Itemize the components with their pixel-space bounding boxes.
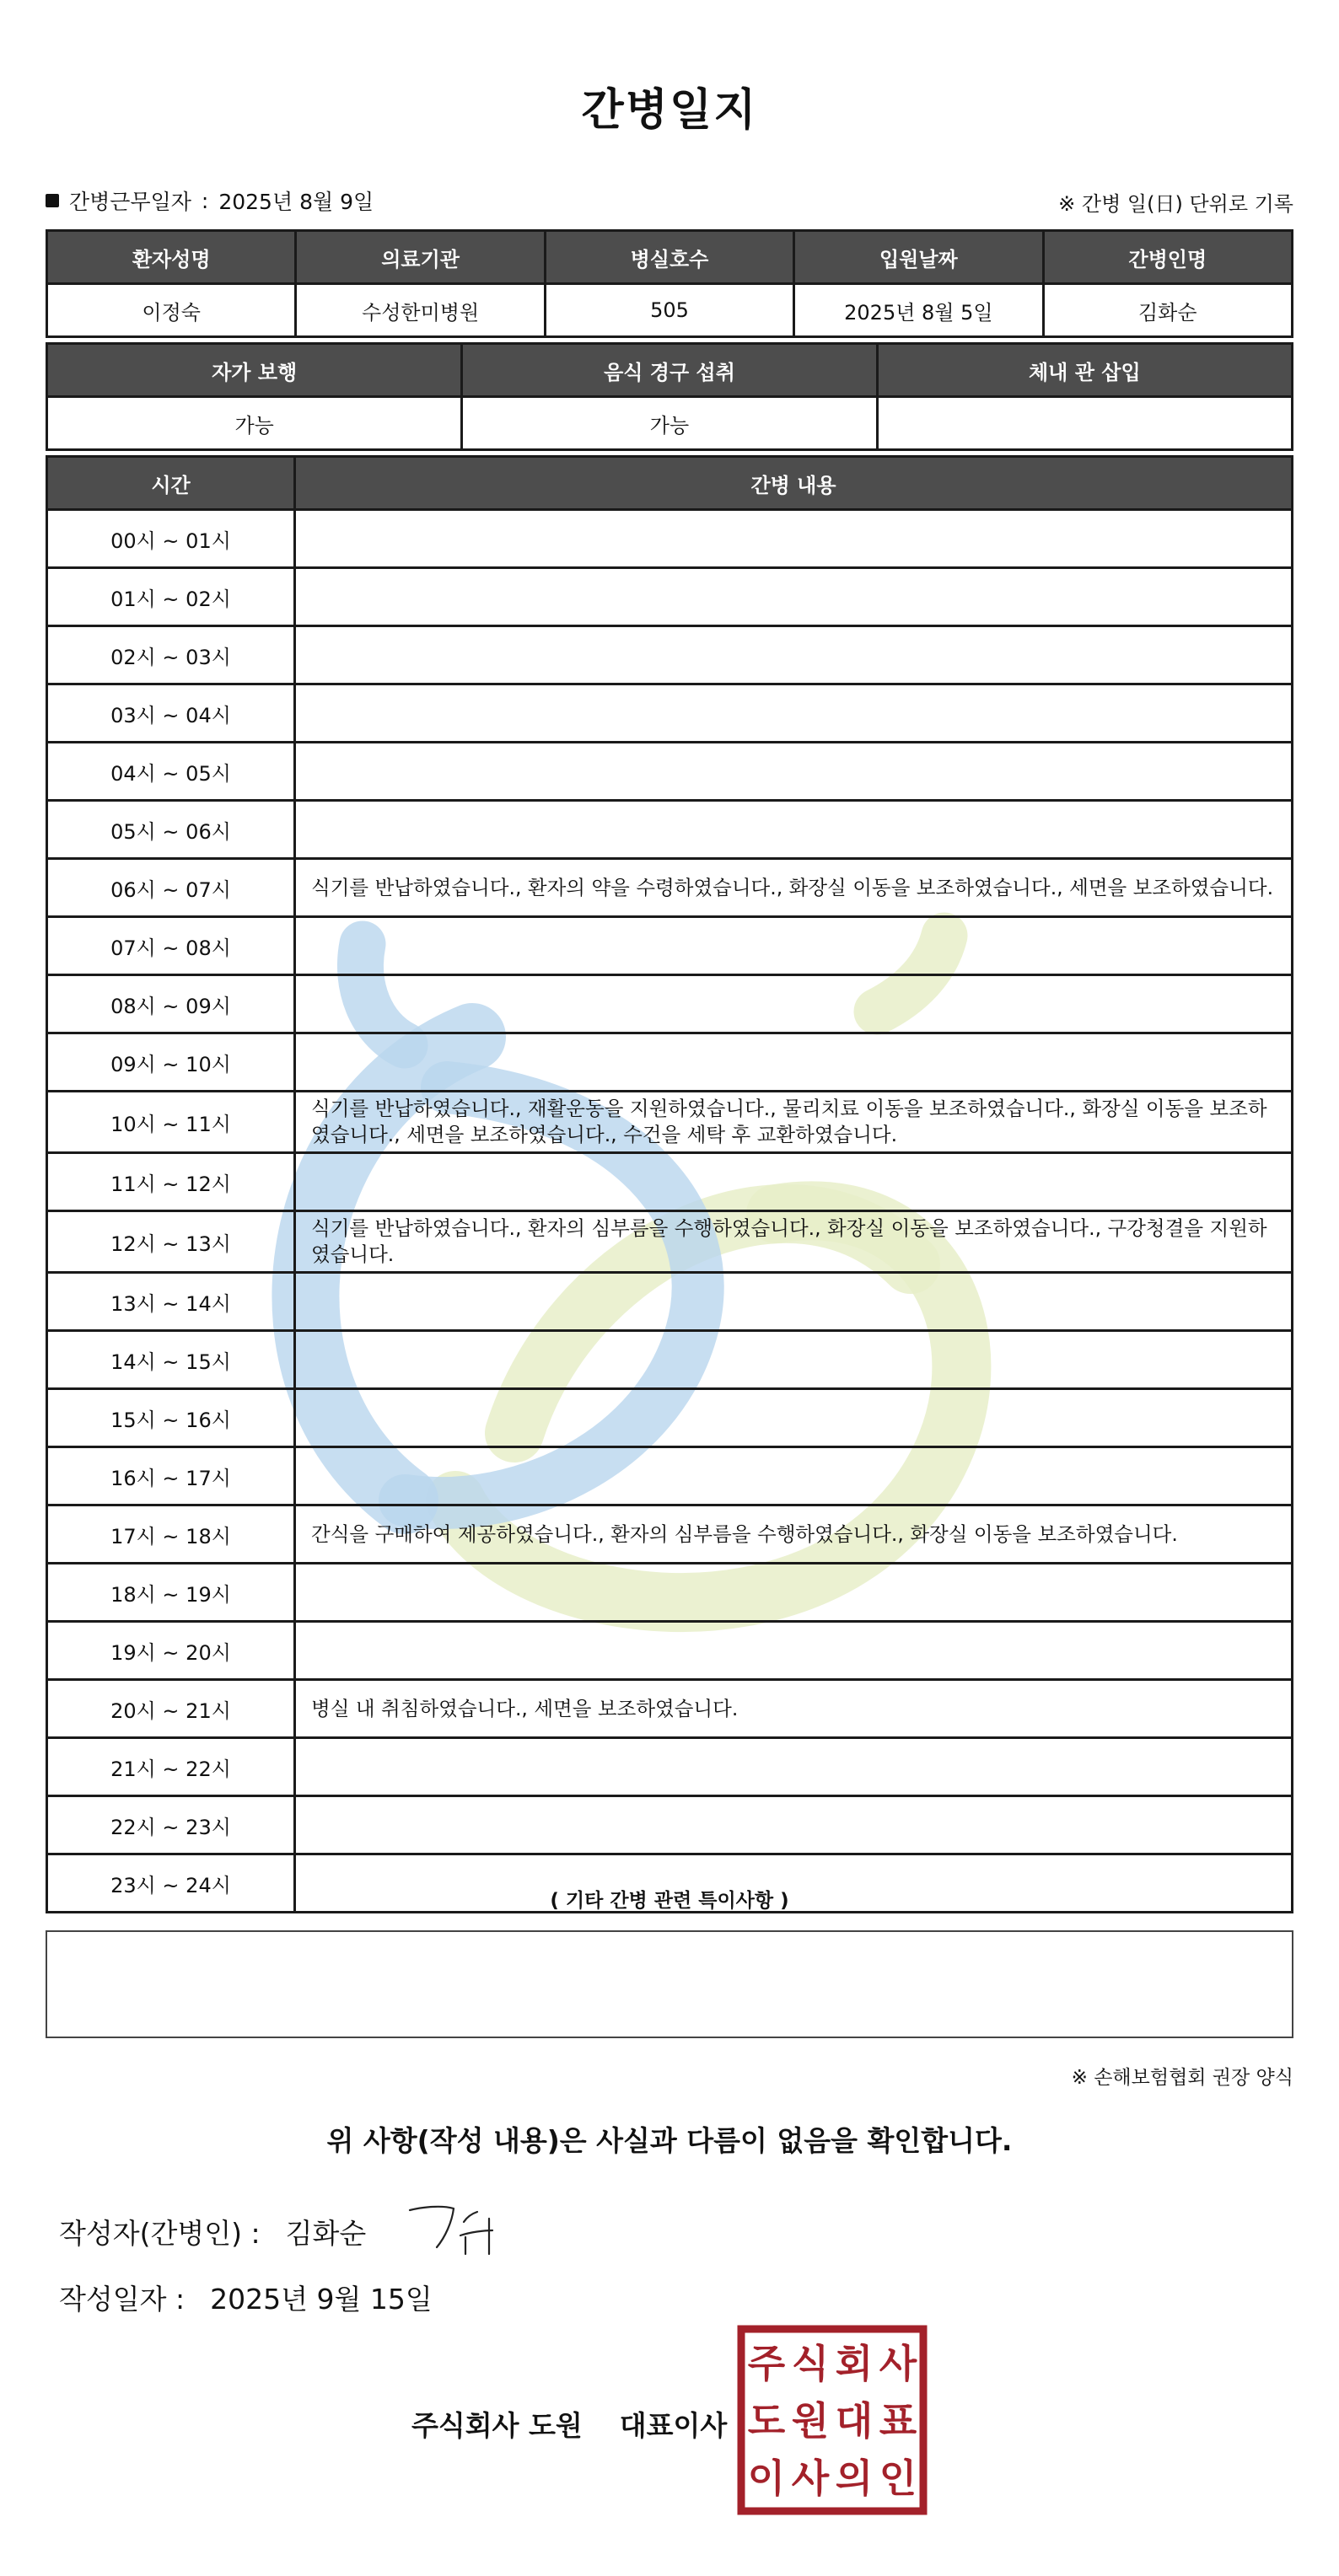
company-title: 대표이사	[619, 2409, 728, 2442]
log-content-cell	[295, 1447, 1293, 1505]
log-content-cell	[295, 626, 1293, 684]
seal-character: 회	[835, 2341, 874, 2386]
header-room-number: 병실호수	[545, 231, 793, 284]
seal-character: 원	[791, 2398, 830, 2444]
log-time-cell: 16시 ~ 17시	[47, 1447, 295, 1505]
log-time-cell: 07시 ~ 08시	[47, 917, 295, 975]
header-patient-name: 환자성명	[47, 231, 296, 284]
header-self-walking: 자가 보행	[47, 344, 462, 397]
patient-info-table	[46, 229, 1293, 338]
log-time-cell: 10시 ~ 11시	[47, 1092, 295, 1153]
log-content-cell: 식기를 반납하였습니다., 재활운동을 지원하였습니다., 물리치료 이동을 보조하였습니다., 화장실 이동을 보조하였습니다., 세면을 보조하였습니다., 수건을 세탁 후 교환하였습니다.	[295, 1092, 1293, 1153]
log-content-cell	[295, 1796, 1293, 1854]
admission-date: 2025년 8월 5일	[794, 284, 1043, 337]
hospital-name: 수성한미병원	[296, 284, 545, 337]
form-note: ※ 손해보험협회 권장 양식	[1071, 2067, 1293, 2089]
seal-character: 식	[791, 2341, 830, 2386]
table-row	[47, 975, 1293, 1033]
table-row	[47, 917, 1293, 975]
oral-intake-value: 가능	[462, 397, 877, 450]
log-content-cell: 식기를 반납하였습니다., 환자의 심부름을 수행하였습니다., 화장실 이동을 보조하였습니다., 구강청결을 지원하였습니다.	[295, 1211, 1293, 1273]
remarks-box	[46, 1930, 1293, 2038]
table-row	[47, 1092, 1293, 1153]
log-time-cell: 09시 ~ 10시	[47, 1033, 295, 1092]
written-date-label: 작성일자 :	[59, 2283, 186, 2316]
log-time-cell: 21시 ~ 22시	[47, 1738, 295, 1796]
table-row	[47, 1738, 1293, 1796]
table-row	[47, 684, 1293, 743]
log-time-cell: 11시 ~ 12시	[47, 1153, 295, 1211]
log-time-cell: 15시 ~ 16시	[47, 1389, 295, 1447]
header-caregiver-name: 간병인명	[1043, 231, 1292, 284]
header-care-content: 간병 내용	[295, 457, 1293, 510]
log-content-cell	[295, 1331, 1293, 1389]
log-content-cell: 병실 내 취침하였습니다., 세면을 보조하였습니다.	[295, 1680, 1293, 1738]
log-time-cell: 06시 ~ 07시	[47, 859, 295, 917]
handwritten-signature	[405, 2192, 523, 2259]
seal-character: 도	[747, 2398, 786, 2444]
work-date-value: 2025년 8월 9일	[218, 190, 374, 214]
log-time-cell: 12시 ~ 13시	[47, 1211, 295, 1273]
patient-name: 이정숙	[47, 284, 296, 337]
care-log-body	[47, 510, 1293, 1913]
tube-insertion-value	[877, 397, 1292, 450]
log-content-cell	[295, 1033, 1293, 1092]
log-time-cell: 18시 ~ 19시	[47, 1564, 295, 1622]
log-time-cell: 02시 ~ 03시	[47, 626, 295, 684]
header-oral-intake: 음식 경구 섭취	[462, 344, 877, 397]
table-row	[47, 1622, 1293, 1680]
log-content-cell	[295, 684, 1293, 743]
log-content-cell	[295, 1738, 1293, 1796]
table-row	[47, 1331, 1293, 1389]
table-row	[47, 1033, 1293, 1092]
log-time-cell: 19시 ~ 20시	[47, 1622, 295, 1680]
written-date-row	[59, 2278, 433, 2317]
care-log-table	[46, 455, 1293, 1913]
log-content-cell	[295, 975, 1293, 1033]
company-row	[411, 2404, 727, 2444]
log-content-cell	[295, 1564, 1293, 1622]
table-row	[47, 284, 1293, 337]
log-time-cell: 00시 ~ 01시	[47, 510, 295, 568]
log-content-cell	[295, 801, 1293, 859]
self-walking-value: 가능	[47, 397, 462, 450]
seal-character: 이	[747, 2455, 786, 2501]
log-content-cell	[295, 743, 1293, 801]
room-number: 505	[545, 284, 793, 337]
log-content-cell	[295, 1273, 1293, 1331]
log-time-cell: 01시 ~ 02시	[47, 568, 295, 626]
confirmation-statement: 위 사항(작성 내용)은 사실과 다름이 없음을 확인합니다.	[326, 2124, 1013, 2157]
log-time-cell: 05시 ~ 06시	[47, 801, 295, 859]
log-time-cell: 08시 ~ 09시	[47, 975, 295, 1033]
caregiver-name: 김화순	[1043, 284, 1292, 337]
table-row	[47, 397, 1293, 450]
seal-character: 표	[879, 2398, 917, 2444]
log-time-cell: 14시 ~ 15시	[47, 1331, 295, 1389]
seal-character: 사	[879, 2341, 917, 2386]
company-seal-stamp	[737, 2325, 928, 2515]
table-row	[47, 1564, 1293, 1622]
table-row	[47, 1211, 1293, 1273]
table-row	[47, 1505, 1293, 1564]
log-time-cell: 13시 ~ 14시	[47, 1273, 295, 1331]
document-title: 간병일지	[581, 85, 758, 136]
writer-label: 작성자(간병인) :	[59, 2217, 261, 2250]
log-time-cell: 17시 ~ 18시	[47, 1505, 295, 1564]
table-header-row	[47, 457, 1293, 510]
table-row	[47, 859, 1293, 917]
table-row	[47, 510, 1293, 568]
seal-character: 인	[879, 2455, 917, 2501]
written-date-value: 2025년 9월 15일	[210, 2283, 433, 2316]
company-name: 주식회사 도원	[411, 2409, 583, 2442]
log-content-cell	[295, 568, 1293, 626]
header-time: 시간	[47, 457, 295, 510]
table-row	[47, 1273, 1293, 1331]
log-time-cell: 03시 ~ 04시	[47, 684, 295, 743]
table-row	[47, 1153, 1293, 1211]
writer-row	[59, 2212, 366, 2251]
log-content-cell	[295, 1622, 1293, 1680]
log-content-cell	[295, 1153, 1293, 1211]
log-time-cell: 04시 ~ 05시	[47, 743, 295, 801]
log-time-cell: 20시 ~ 21시	[47, 1680, 295, 1738]
work-date-row	[46, 185, 374, 216]
seal-character: 주	[747, 2341, 786, 2386]
table-row	[47, 743, 1293, 801]
header-hospital: 의료기관	[296, 231, 545, 284]
log-content-cell: 간식을 구매하여 제공하였습니다., 환자의 심부름을 수행하였습니다., 화장실 이동을 보조하였습니다.	[295, 1505, 1293, 1564]
table-row	[47, 1796, 1293, 1854]
table-header-row	[47, 344, 1293, 397]
patient-status-table	[46, 342, 1293, 451]
table-row	[47, 626, 1293, 684]
header-admission-date: 입원날짜	[794, 231, 1043, 284]
square-bullet-icon	[46, 194, 59, 207]
log-content-cell	[295, 1389, 1293, 1447]
table-row	[47, 1680, 1293, 1738]
work-date-separator: :	[201, 188, 209, 213]
table-row	[47, 1447, 1293, 1505]
log-time-cell: 23시 ~ 24시	[47, 1854, 295, 1913]
table-row	[47, 568, 1293, 626]
log-time-cell: 22시 ~ 23시	[47, 1796, 295, 1854]
seal-character: 대	[835, 2398, 874, 2444]
unit-note: ※ 간병 일(日) 단위로 기록	[1058, 192, 1293, 216]
header-tube-insertion: 체내 관 삽입	[877, 344, 1292, 397]
log-content-cell: 식기를 반납하였습니다., 환자의 약을 수령하였습니다., 화장실 이동을 보조하였습니다., 세면을 보조하였습니다.	[295, 859, 1293, 917]
seal-character: 사	[791, 2455, 830, 2501]
table-row	[47, 801, 1293, 859]
remarks-title: ( 기타 간병 관련 특이사항 )	[550, 1890, 789, 1912]
table-row	[47, 1389, 1293, 1447]
log-content-cell	[295, 510, 1293, 568]
log-content-cell	[295, 917, 1293, 975]
work-date-label: 간병근무일자	[69, 190, 191, 214]
writer-name: 김화순	[285, 2217, 367, 2250]
table-header-row	[47, 231, 1293, 284]
seal-character: 의	[835, 2455, 874, 2501]
